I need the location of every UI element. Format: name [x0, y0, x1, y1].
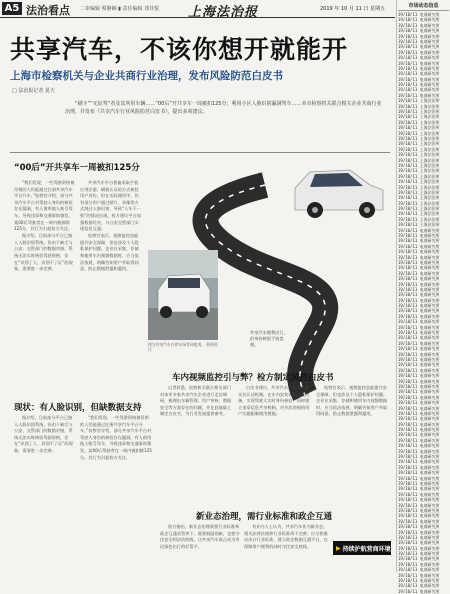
index-row: 19/10/11 上海法治所 [398, 216, 440, 222]
index-row: 19/10/11 电商研究所 [398, 17, 440, 23]
index-row: 19/10/11 上海法治所 [398, 130, 440, 136]
index-row: 19/10/11 上海法治所 [398, 168, 440, 174]
index-row: 19/10/11 电商研究所 [398, 448, 440, 454]
index-row: 19/10/11 电商研究所 [398, 44, 440, 50]
body-text-i: 有业内人士认为，共享汽车作为新业态，相关法律法规和行业标准尚不完善。应尽快推动出台行业标准，建立政企数据互通平台，在保障用户便利的同时守住安全底线。 [244, 524, 328, 549]
index-row: 19/10/11 电商研究所 [398, 319, 440, 325]
index-row: 19/10/11 电商研究所 [398, 346, 440, 352]
lead-paragraph: “刷卡”“无证驾”者及其所用车辆……“00后”开共享车一周被扣125分；利用小区人脸识别漏洞驾车……本市检察机关联合相关企业共商行业治理，并发布《共享汽车行业风险防范白皮书》，提出多项建议。 [65, 101, 382, 115]
index-row: 19/10/11 电商研究所 [398, 60, 440, 66]
index-row: 19/10/11 电商研究所 [398, 373, 440, 379]
index-row: 19/10/11 电商研究所 [398, 254, 440, 260]
index-row: 19/10/11 上海法治所 [398, 189, 440, 195]
index-row: 19/10/11 电商研究所 [398, 238, 440, 244]
index-row: 19/10/11 电商研究所 [398, 55, 440, 61]
index-row: 19/10/11 上海法治所 [398, 114, 440, 120]
index-row: 19/10/11 上海法治所 [398, 222, 440, 228]
index-row: 19/10/11 上海法治所 [398, 211, 440, 217]
body-text-b: 共享汽车平台普遍采取手机应用注册、刷脸认证的方式核验用户身份，但在实际使用中，仍有部分用户通过照片、录像等方式绕过人脸识别，导致“人车不一致”的情况出现。检方建议平台加强数据比对，与公安交管部门实现信息互通。 [80, 180, 141, 232]
index-row: 19/10/11 上海法治所 [398, 162, 440, 168]
index-row: 19/10/11 电商研究所 [398, 265, 440, 271]
index-row: 19/10/11 电商研究所 [398, 303, 440, 309]
body-text-g: “我们发现，一些驾驶资格被吊销的人仍能通过注册共享汽车平台开车。”检察官介绍，部分共享汽车平台对驾驶人身份的核验存在漏洞，有人借用他人账号驾车，导致违章和交通事故频发。某00后驾驶者在一周内被扣除125分，其行为引起检方关注。 [80, 415, 152, 460]
index-row: 19/10/11 电商研究所 [398, 583, 440, 589]
index-row: 19/10/11 电商研究所 [398, 243, 440, 249]
index-row: 19/10/11 电商研究所 [398, 405, 440, 411]
index-row: 19/10/11 上海法治所 [398, 157, 440, 163]
index-row: 19/10/11 电商研究所 [398, 92, 440, 98]
masthead [0, 0, 395, 18]
index-row: 19/10/11 上海法治所 [398, 179, 440, 185]
shared-car-photo [148, 250, 218, 340]
index-row: 19/10/11 电商研究所 [398, 76, 440, 82]
index-row: 19/10/11 电商研究所 [398, 357, 440, 362]
index-row: 19/10/11 上海法治所 [398, 109, 440, 115]
body-text-a: “我们发现，一些驾驶资格被吊销的人仍能通过注册共享汽车平台开车。”检察官介绍，部分共享汽车平台对驾驶人身份的核验存在漏洞，有人借用他人账号驾车，导致违章和交通事故频发。某00后驾驶者在一周内被扣除125分，其行为引起检方关注。 [14, 180, 75, 232]
body-text-e: 检察官表示，视频监控虽能提升安全保障，但也涉及个人隐私保护问题。企业在采集、存储和使用车内视频数据时，应当依法依规，明确告知用户并取得同意，防止数据泄露和滥用。 [316, 385, 388, 417]
index-row: 19/10/11 电商研究所 [398, 324, 440, 330]
index-row: 19/10/11 电商研究所 [398, 437, 440, 443]
body-column-h [160, 524, 240, 569]
index-row: 19/10/11 上海法治所 [398, 173, 440, 179]
index-row: 19/10/11 电商研究所 [398, 33, 440, 39]
index-row: 19/10/11 电商研究所 [398, 71, 440, 77]
index-row: 19/10/11 电商研究所 [398, 588, 440, 594]
index-row: 19/10/11 电商研究所 [398, 497, 440, 503]
index-row: 19/10/11 电商研究所 [398, 464, 440, 470]
index-row: 19/10/11 电商研究所 [398, 259, 440, 265]
index-row: 19/10/11 电商研究所 [398, 427, 440, 433]
index-row: 19/10/11 电商研究所 [398, 567, 440, 573]
page-number: A5 [2, 2, 22, 15]
index-row: 19/10/11 电商研究所 [398, 362, 440, 368]
index-row: 19/10/11 电商研究所 [398, 227, 440, 233]
body-column-b [80, 180, 142, 375]
index-row: 19/10/11 上海法治所 [398, 135, 440, 141]
index-row: 19/10/11 电商研究所 [398, 335, 440, 341]
body-column-c [160, 385, 232, 500]
index-row: 19/10/11 电商研究所 [398, 400, 440, 406]
index-row: 19/10/11 电商研究所 [398, 486, 440, 492]
index-row: 19/10/11 电商研究所 [398, 502, 440, 508]
index-row: 19/10/11 电商研究所 [398, 383, 440, 389]
index-row: 19/10/11 电商研究所 [398, 475, 440, 481]
index-row: 19/10/11 电商研究所 [398, 540, 440, 546]
index-row: 19/10/11 电商研究所 [398, 454, 440, 460]
body-text-b2: 检察官表示，视频监控虽能提升安全保障，但也涉及个人隐私保护问题。企业在采集、存储和使用车内视频数据时，应当依法依规，明确告知用户并取得同意，防止数据泄露和滥用。 [80, 233, 139, 272]
index-row: 19/10/11 电商研究所 [398, 545, 440, 551]
index-row: 19/10/11 电商研究所 [398, 38, 440, 44]
index-row: 19/10/11 电商研究所 [398, 367, 440, 373]
body-column-a [14, 180, 76, 375]
index-row: 19/10/11 电商研究所 [398, 330, 440, 336]
index-row: 19/10/11 电商研究所 [398, 556, 440, 562]
index-row: 19/10/11 电商研究所 [398, 292, 440, 298]
index-row: 19/10/11 电商研究所 [398, 470, 440, 476]
newspaper-logo: 上海法治报 [188, 5, 259, 20]
index-row: 19/10/11 上海法治所 [398, 206, 440, 212]
car-icon-suv [295, 170, 383, 218]
arrow-icon: ▶ [336, 544, 341, 552]
photo-credit: 图为共享汽车在停车场等待租用。 资料图片 [148, 342, 218, 352]
index-row: 19/10/11 电商研究所 [398, 529, 440, 535]
index-row: 19/10/11 电商研究所 [398, 389, 440, 395]
index-row: 19/10/11 电商研究所 [398, 233, 440, 239]
body-text-a2: 据介绍，目前部分平台已接入人脸识别系统，但由于缺乏与公安、交管部门的数据对接，系统无法实时核验驾驶资格，存在“识别了人、识别不了证”的现象，需要进一步完善。 [14, 233, 73, 272]
feature-tag-label: 持续护航营商环境 [342, 545, 391, 553]
index-row: 19/10/11 上海法治所 [398, 103, 440, 109]
index-row: 19/10/11 上海法治所 [398, 184, 440, 190]
index-row: 19/10/11 电商研究所 [398, 313, 440, 319]
index-row: 19/10/11 上海法治所 [398, 119, 440, 125]
road-shape [205, 185, 325, 395]
index-row: 19/10/11 电商研究所 [398, 378, 440, 384]
body-column-d [238, 385, 310, 500]
article-headline: 共享汽车，不该你想开就能开 [10, 35, 349, 64]
index-row: 19/10/11 上海法治所 [398, 98, 440, 104]
body-text-c: 记者获悉，检察机关联合相关部门对本市多家共享汽车企业进行走访调研，梳理出车辆管理、用户审核、数据安全等方面存在的问题，并在此基础上制定白皮书，为行业发展提供参考。 [160, 385, 232, 417]
section-divider [10, 152, 390, 153]
body-column-f [14, 415, 76, 565]
index-row: 19/10/11 上海法治所 [398, 125, 440, 131]
index-row: 19/10/11 上海法治所 [398, 146, 440, 152]
index-row: 19/10/11 电商研究所 [398, 421, 440, 427]
body-column-g [80, 415, 152, 565]
section-2-title: 车内视频监控引与弊？检方制定风控白皮书 [172, 373, 334, 383]
index-row: 19/10/11 电商研究所 [398, 513, 440, 519]
index-row: 19/10/11 上海法治所 [398, 152, 440, 158]
index-row: 19/10/11 电商研究所 [398, 281, 440, 287]
index-row: 19/10/11 电商研究所 [398, 270, 440, 276]
index-row: 19/10/11 电商研究所 [398, 459, 440, 465]
body-column-i [244, 524, 329, 569]
body-text-h: 检方指出，新业态治理需要行业标准和政企互通双管齐下，既要鼓励创新，也要守住安全和法治底线，让共享汽车真正成为市民绿色出行的好帮手。 [160, 524, 240, 549]
index-row: 19/10/11 电商研究所 [398, 340, 440, 346]
index-row: 19/10/11 电商研究所 [398, 308, 440, 314]
illustration-caption: 共享汽车便利出行，但身份核验不容忽视。 [250, 330, 288, 347]
section-4-title: 新业态治理，需行业标准和政企互通 [196, 512, 333, 522]
index-row: 19/10/11 电商研究所 [398, 561, 440, 567]
index-row: 19/10/11 电商研究所 [398, 410, 440, 416]
section-3-title: 现状：有人脸识别，但缺数据支持 [14, 403, 142, 413]
index-row: 19/10/11 电商研究所 [398, 534, 440, 540]
issue-date: 2019 年 10 月 11 日 星期五 [320, 6, 385, 12]
index-list [398, 12, 449, 594]
index-row: 19/10/11 上海法治所 [398, 200, 440, 206]
index-row: 19/10/11 电商研究所 [398, 297, 440, 303]
editor-credits: 二审编辑 蔡静娴 ▮ 责任编辑 邓佳悦 [80, 6, 160, 12]
index-row: 19/10/11 电商研究所 [398, 87, 440, 93]
index-row: 19/10/11 电商研究所 [398, 22, 440, 28]
index-row: 19/10/11 电商研究所 [398, 578, 440, 584]
section-title: 法治看点 [26, 4, 70, 17]
body-text-d: 白皮书建议，共享汽车企业应完善实名认证机制，在车内安装视频监控设备，实现驾驶人实时身份核验；同时建立违章信息共享机制，对多次违规的用户实施限制使用措施。 [238, 385, 310, 417]
index-row: 19/10/11 电商研究所 [398, 432, 440, 438]
index-row: 19/10/11 电商研究所 [398, 351, 440, 357]
index-row: 19/10/11 电商研究所 [398, 276, 440, 282]
index-row: 19/10/11 电商研究所 [398, 443, 440, 449]
feature-tag [333, 541, 391, 555]
article-subhead: 上海市检察机关与企业共商行业治理，发布风险防范白皮书 [10, 70, 283, 82]
index-row: 19/10/11 电商研究所 [398, 28, 440, 34]
index-row: 19/10/11 电商研究所 [398, 394, 440, 400]
index-row: 19/10/11 电商研究所 [398, 286, 440, 292]
index-row: 19/10/11 电商研究所 [398, 480, 440, 486]
index-row: 19/10/11 电商研究所 [398, 524, 440, 530]
index-row: 19/10/11 上海法治所 [398, 195, 440, 201]
body-column-e [316, 385, 388, 500]
index-row: 19/10/11 电商研究所 [398, 65, 440, 71]
index-row: 19/10/11 电商研究所 [398, 507, 440, 513]
index-row: 19/10/11 电商研究所 [398, 551, 440, 557]
section-1-title: “00后”开共享车一周被扣125分 [14, 163, 140, 173]
body-text-f: 据介绍，目前部分平台已接入人脸识别系统，但由于缺乏与公安、交管部门的数据对接，系统无法实时核验驾驶资格，存在“识别了人、识别不了证”的现象，需要进一步完善。 [14, 415, 73, 453]
index-row: 19/10/11 电商研究所 [398, 49, 440, 55]
index-row: 19/10/11 电商研究所 [398, 82, 440, 88]
index-column [396, 0, 450, 594]
index-heading: 市场动态信息 [398, 2, 449, 11]
article-byline: □ 法治报记者 夏天 [12, 88, 55, 94]
index-row: 19/10/11 电商研究所 [398, 249, 440, 255]
index-row: 19/10/11 电商研究所 [398, 416, 440, 422]
index-row: 19/10/11 电商研究所 [398, 518, 440, 524]
index-row: 19/10/11 电商研究所 [398, 572, 440, 578]
lead-paragraph-box [60, 97, 390, 147]
index-row: 19/10/11 上海法治所 [398, 141, 440, 147]
index-row: 19/10/11 电商研究所 [398, 12, 440, 17]
index-row: 19/10/11 电商研究所 [398, 491, 440, 497]
